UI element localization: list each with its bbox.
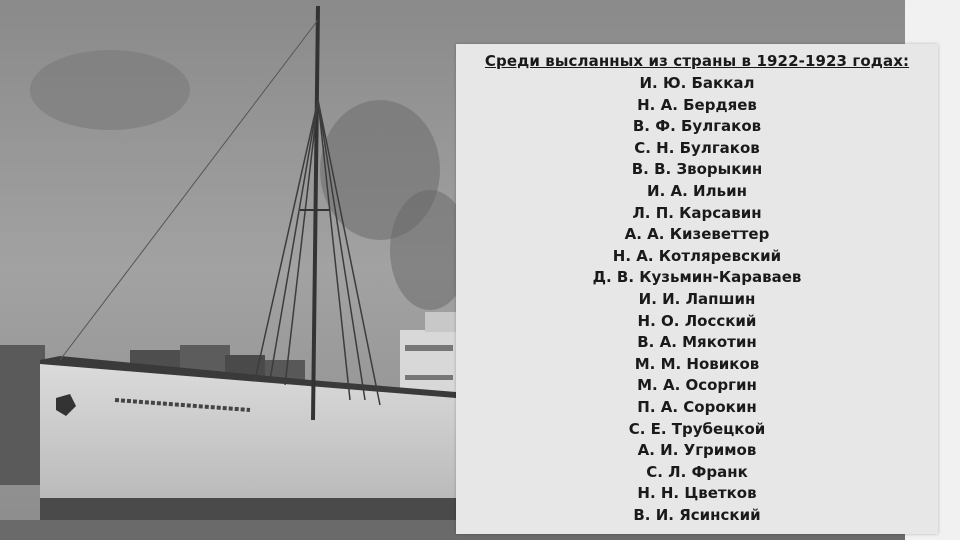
list-item: С. Н. Булгаков (634, 138, 760, 157)
list-item: А. И. Угримов (637, 441, 757, 460)
list-item: Л. П. Карсавин (632, 203, 762, 222)
list-item: В. В. Зворыкин (631, 160, 763, 179)
list-item: С. Л. Франк (646, 462, 748, 481)
list-item: Н. Н. Цветков (637, 484, 757, 503)
list-item: М. А. Осоргин (637, 376, 757, 395)
list-item: А. А. Кизеветтер (624, 225, 770, 244)
list-item: В. И. Ясинский (633, 505, 761, 524)
names-list (456, 73, 938, 526)
list-item: Н. О. Лосский (637, 311, 757, 330)
list-item: С. Е. Трубецкой (628, 419, 766, 438)
list-item: В. Ф. Булгаков (632, 117, 762, 136)
list-item: И. Ю. Баккал (639, 74, 755, 92)
list-item: М. М. Новиков (634, 354, 760, 373)
list-item: Д. В. Кузьмин-Караваев (592, 268, 802, 287)
exiles-list-panel (456, 44, 938, 534)
list-item: Н. А. Бердяев (637, 95, 757, 114)
list-item: И. А. Ильин (647, 181, 747, 200)
panel-title: Среди высланных из страны в 1922-1923 годах: (484, 52, 910, 70)
list-item: В. А. Мякотин (637, 333, 757, 352)
list-item: И. И. Лапшин (638, 289, 756, 308)
list-item: Н. А. Котляревский (612, 246, 782, 265)
list-item: П. А. Сорокин (637, 397, 757, 416)
